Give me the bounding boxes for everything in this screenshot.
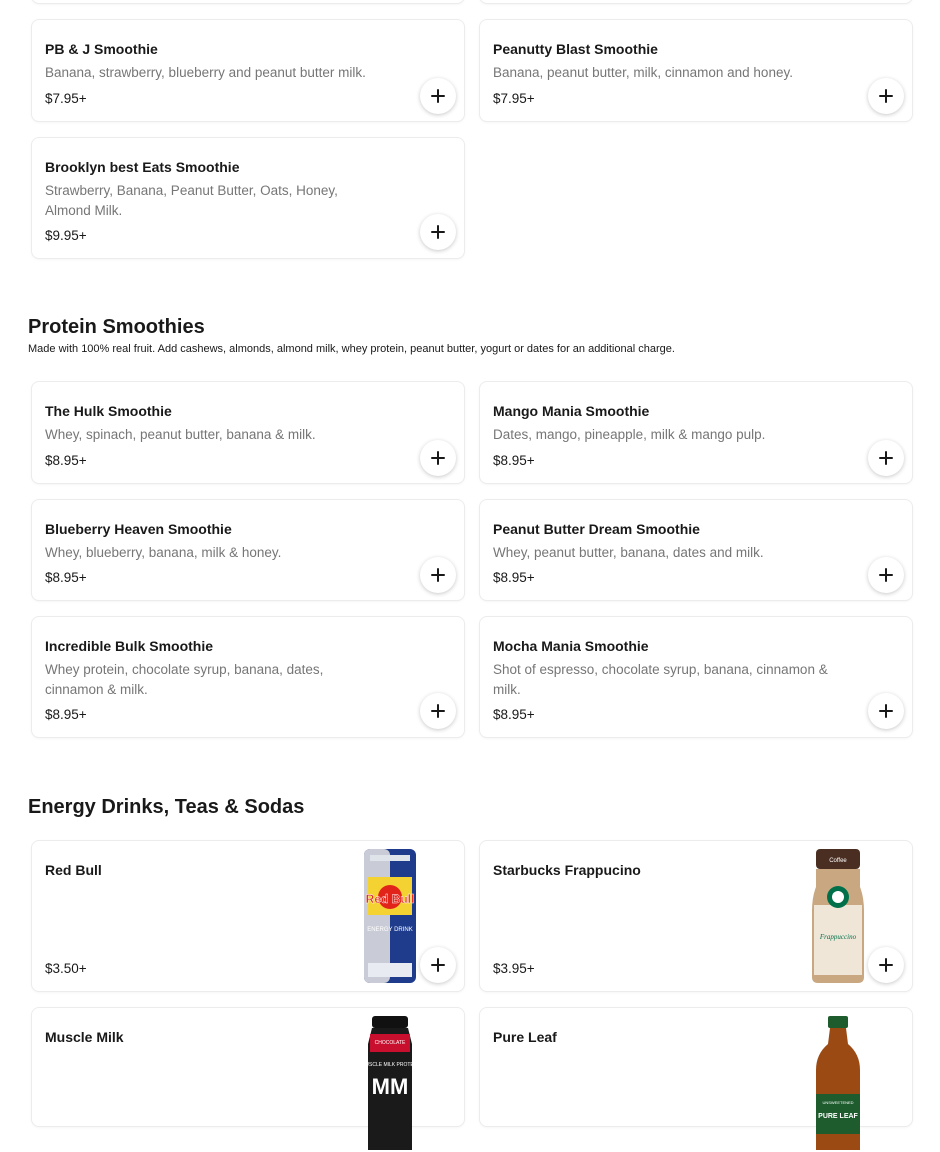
menu-item-card[interactable] bbox=[479, 19, 913, 122]
item-name: Blueberry Heaven Smoothie bbox=[45, 521, 232, 537]
menu-item-card[interactable] bbox=[31, 840, 465, 992]
menu-item-card[interactable] bbox=[31, 137, 465, 259]
image-label: Red Bull bbox=[365, 892, 415, 906]
item-name: Red Bull bbox=[45, 862, 102, 878]
item-name: Mango Mania Smoothie bbox=[493, 403, 650, 419]
menu-card-partial[interactable] bbox=[31, 0, 465, 4]
add-item-button[interactable] bbox=[420, 440, 456, 476]
image-label: Coffee bbox=[829, 858, 847, 864]
add-item-button[interactable] bbox=[868, 78, 904, 114]
red-bull-can-image bbox=[362, 847, 418, 985]
item-price: $8.95+ bbox=[493, 570, 535, 585]
image-sub-label: MUSCLE MILK PROTEIN bbox=[361, 1062, 419, 1068]
menu-item-card[interactable] bbox=[479, 1007, 913, 1127]
image-sub-label: ENERGY DRINK bbox=[367, 927, 413, 933]
section-title-energy: Energy Drinks, Teas & Sodas bbox=[28, 796, 305, 818]
add-item-button[interactable] bbox=[420, 78, 456, 114]
item-price: $8.95+ bbox=[45, 707, 87, 722]
muscle-milk-bottle-image bbox=[362, 1014, 418, 1152]
item-name: Peanut Butter Dream Smoothie bbox=[493, 521, 700, 537]
item-name: Muscle Milk bbox=[45, 1029, 124, 1045]
item-price: $7.95+ bbox=[493, 91, 535, 106]
plus-icon bbox=[878, 88, 894, 104]
add-item-button[interactable] bbox=[868, 440, 904, 476]
item-name: PB & J Smoothie bbox=[45, 41, 158, 57]
add-item-button[interactable] bbox=[420, 947, 456, 983]
item-name: Starbucks Frappucino bbox=[493, 862, 641, 878]
item-name: Pure Leaf bbox=[493, 1029, 557, 1045]
image-sub-label: PURE LEAF bbox=[818, 1113, 858, 1120]
frappuccino-bottle-image bbox=[810, 847, 866, 985]
menu-item-card[interactable] bbox=[31, 19, 465, 122]
plus-icon bbox=[430, 567, 446, 583]
menu-item-card[interactable] bbox=[479, 499, 913, 601]
menu-item-card[interactable] bbox=[479, 616, 913, 738]
section-title-protein: Protein Smoothies bbox=[28, 316, 205, 338]
item-description: Banana, peanut butter, milk, cinnamon and honey. bbox=[493, 65, 793, 80]
plus-icon bbox=[430, 88, 446, 104]
item-description: Whey protein, chocolate syrup, banana, dates, cinnamon & milk. bbox=[45, 662, 324, 697]
image-label: UNSWEETENED bbox=[822, 1100, 854, 1105]
svg-text:MM: MM bbox=[371, 1074, 409, 1099]
item-price: $8.95+ bbox=[45, 453, 87, 468]
item-name: The Hulk Smoothie bbox=[45, 403, 172, 419]
plus-icon bbox=[430, 957, 446, 973]
item-price: $3.50+ bbox=[45, 961, 87, 976]
item-description: Whey, blueberry, banana, milk & honey. bbox=[45, 545, 282, 560]
item-name: Mocha Mania Smoothie bbox=[493, 638, 649, 654]
item-description: Strawberry, Banana, Peanut Butter, Oats, Honey, Almond Milk. bbox=[45, 183, 338, 218]
add-item-button[interactable] bbox=[420, 557, 456, 593]
add-item-button[interactable] bbox=[868, 557, 904, 593]
plus-icon bbox=[430, 450, 446, 466]
image-label: CHOCOLATE bbox=[374, 1040, 406, 1046]
item-description: Whey, spinach, peanut butter, banana & milk. bbox=[45, 427, 316, 442]
plus-icon bbox=[878, 703, 894, 719]
item-name: Peanutty Blast Smoothie bbox=[493, 41, 658, 57]
menu-item-card[interactable] bbox=[31, 1007, 465, 1127]
image-sub-label: Frappuccino bbox=[819, 933, 857, 941]
menu-item-card[interactable] bbox=[479, 381, 913, 484]
item-price: $8.95+ bbox=[493, 453, 535, 468]
plus-icon bbox=[878, 567, 894, 583]
add-item-button[interactable] bbox=[420, 693, 456, 729]
item-price: $8.95+ bbox=[45, 570, 87, 585]
item-name: Brooklyn best Eats Smoothie bbox=[45, 159, 240, 175]
item-price: $7.95+ bbox=[45, 91, 87, 106]
item-price: $9.95+ bbox=[45, 228, 87, 243]
item-description: Dates, mango, pineapple, milk & mango pulp. bbox=[493, 427, 766, 442]
plus-icon bbox=[430, 703, 446, 719]
add-item-button[interactable] bbox=[868, 693, 904, 729]
plus-icon bbox=[878, 957, 894, 973]
pure-leaf-bottle-image bbox=[810, 1014, 866, 1152]
plus-icon bbox=[430, 224, 446, 240]
section-subtitle-protein: Made with 100% real fruit. Add cashews, almonds, almond milk, whey protein, peanut butter, yogurt or dates for an additional charge. bbox=[28, 343, 675, 355]
item-description: Shot of espresso, chocolate syrup, banana, cinnamon & milk. bbox=[493, 662, 828, 697]
menu-item-card[interactable] bbox=[479, 840, 913, 992]
menu-item-card[interactable] bbox=[31, 381, 465, 484]
item-price: $3.95+ bbox=[493, 961, 535, 976]
item-name: Incredible Bulk Smoothie bbox=[45, 638, 214, 654]
item-description: Whey, peanut butter, banana, dates and milk. bbox=[493, 545, 764, 560]
plus-icon bbox=[878, 450, 894, 466]
add-item-button[interactable] bbox=[868, 947, 904, 983]
menu-card-partial[interactable] bbox=[479, 0, 913, 4]
add-item-button[interactable] bbox=[420, 214, 456, 250]
menu-item-card[interactable] bbox=[31, 616, 465, 738]
item-description: Banana, strawberry, blueberry and peanut butter milk. bbox=[45, 65, 366, 80]
menu-item-card[interactable] bbox=[31, 499, 465, 601]
item-price: $8.95+ bbox=[493, 707, 535, 722]
